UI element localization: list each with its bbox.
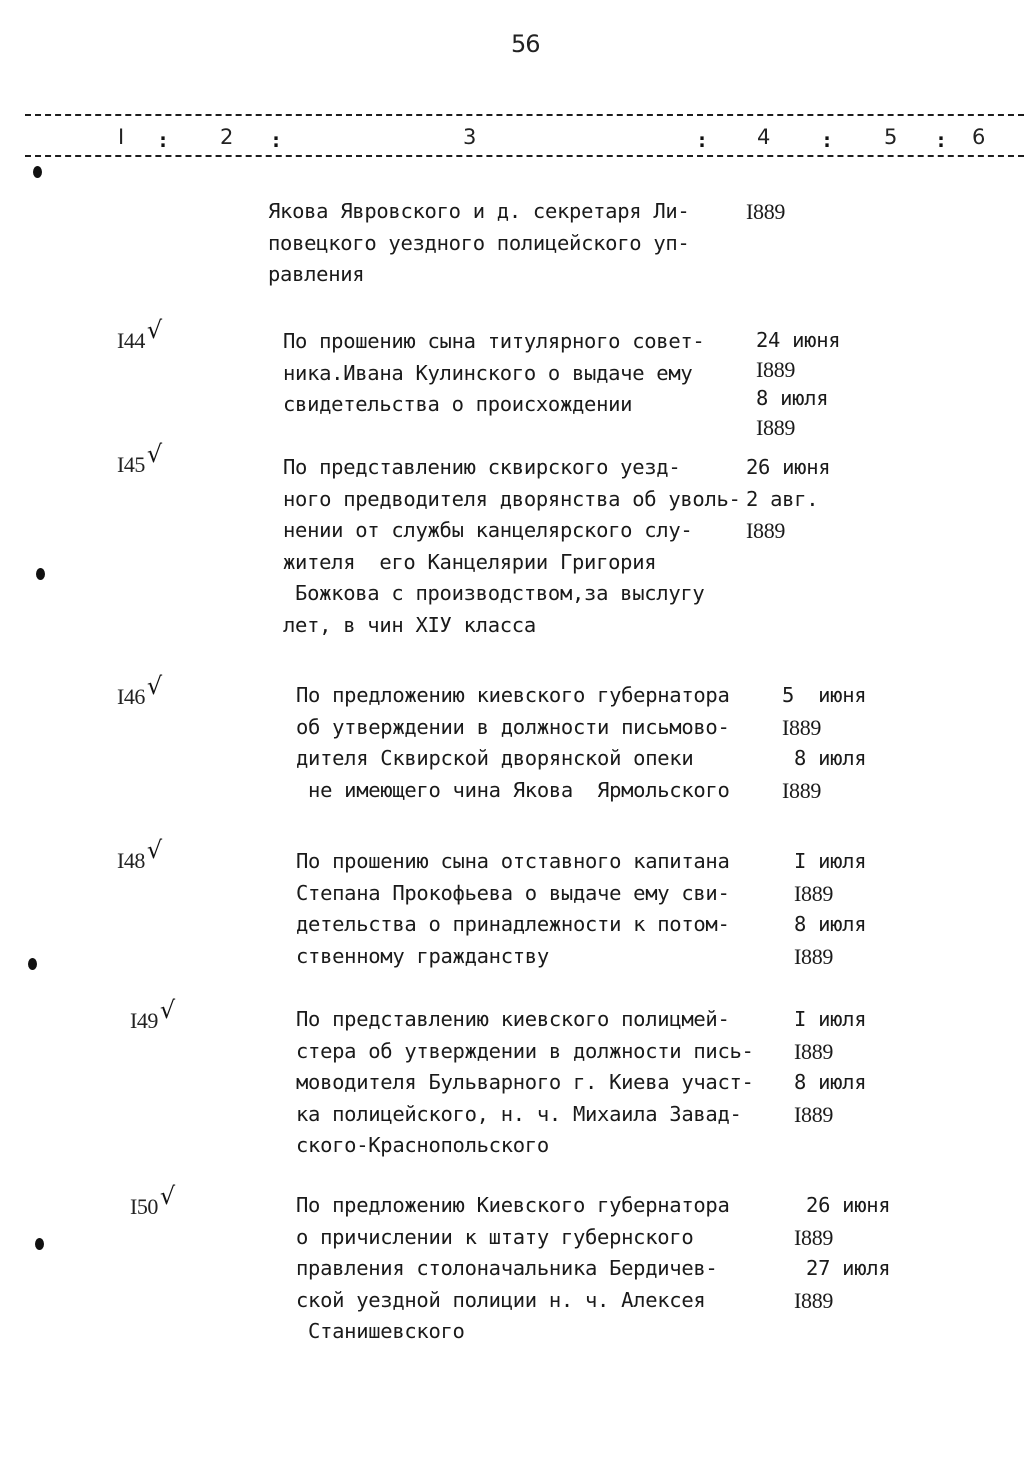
- header-bottom-rule: [25, 155, 1024, 157]
- checkmark-icon: √: [146, 440, 162, 468]
- column-header-3: 3: [463, 125, 477, 149]
- entry-description: По представлению киевского полицмей- стера об утверждении в должности пись- моводителя Бульварного г. Киева участ- ка полицейского, н. ч. Михаила Завад- ского-Краснопольского: [296, 1007, 754, 1157]
- column-header-1: I: [118, 125, 125, 149]
- header-top-rule: [25, 114, 1024, 116]
- punch-hole-icon: [28, 958, 37, 970]
- entry-dates: I889: [746, 199, 786, 224]
- checkmark-icon: √: [146, 316, 162, 344]
- entry-description: По предложению киевского губернатора об утверждении в должности письмово- дителя Сквирской дворянской опеки не имеющего чина Якова Ярмольского: [296, 683, 730, 802]
- checkmark-icon: √: [146, 836, 162, 864]
- punch-hole-icon: [33, 166, 42, 178]
- column-header-6: 6: [972, 125, 986, 149]
- entry-description: По предложению Киевского губернатора о причислении к штату губернского правления столоначальника Бердичев- ской уездной полиции н. ч. Алексея Станишевского: [296, 1193, 730, 1343]
- entry-number: I45√: [117, 440, 162, 477]
- entry-dates: 26 июня I889 27 июля I889: [794, 1193, 891, 1313]
- column-separator: :: [157, 128, 170, 152]
- column-header-5: 5: [884, 125, 898, 149]
- checkmark-icon: √: [159, 1182, 175, 1210]
- checkmark-icon: √: [159, 996, 175, 1024]
- entry-description: По представлению сквирского уезд- ного предводителя дворянства об уволь- нении от службы канцелярского слу- жителя его Канцелярии Григория Божкова с производством,за выслугу лет, в чин XIУ класса: [283, 455, 741, 637]
- page-number: 56: [511, 30, 540, 58]
- entry-dates: 26 июня 2 авг. I889: [746, 455, 831, 543]
- checkmark-icon: √: [146, 672, 162, 700]
- punch-hole-icon: [36, 568, 45, 580]
- column-separator: :: [935, 128, 948, 152]
- entry-description: По прошению сына титулярного совет- ника.Ивана Кулинского о выдаче ему свидетельства о происхождении: [283, 329, 705, 416]
- column-separator: :: [696, 128, 709, 152]
- entry-number: I46√: [117, 672, 162, 709]
- entry-number: I49√: [130, 996, 175, 1033]
- entry-number: I44√: [117, 316, 162, 353]
- column-separator: :: [821, 128, 834, 152]
- punch-hole-icon: [35, 1238, 44, 1250]
- entry-dates: 5 июня I889 8 июля I889: [782, 683, 867, 803]
- column-separator: :: [270, 128, 283, 152]
- column-header-2: 2: [220, 125, 234, 149]
- entry-description: По прошению сына отставного капитана Степана Прокофьева о выдаче ему сви- детельства о принадлежности к потом- ственному гражданству: [296, 849, 730, 968]
- entry-description: Якова Явровского и д. секретаря Ли- повецкого уездного полицейского уп- равления: [268, 199, 690, 286]
- entry-dates: I июля I889 8 июля I889: [794, 1007, 867, 1127]
- entry-dates: I июля I889 8 июля I889: [794, 849, 867, 969]
- entry-dates: 24 июня I889 8 июля I889: [756, 328, 841, 440]
- entry-number: I48√: [117, 836, 162, 873]
- entry-number: I50√: [130, 1182, 175, 1219]
- column-header-4: 4: [757, 125, 771, 149]
